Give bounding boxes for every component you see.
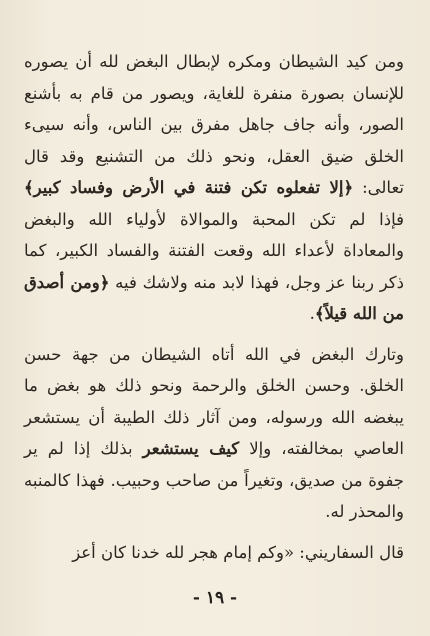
paragraph-2-text-cont: بذلك إذا لم ير جفوة من صديق، وتغيراً من صاحب وحبيب. فهذا كالمنبه والمحذر له.: [24, 439, 404, 521]
body-text: [24, 46, 404, 568]
quran-verse-fitna: ﴿إلا تفعلوه تكن فتنة في الأرض وفساد كبير﴾: [24, 178, 354, 197]
paragraph-2-text: وتارك البغض في الله أتاه الشيطان من جهة حسن الخلق. وحسن الخلق والرحمة ونحو ذلك هو بغض ما يبغضه الله ورسوله، ومن آثار ذلك الطيبة أن يستشعر العاصي بمخالفته، وإلا: [24, 344, 404, 458]
paragraph-1-end: .: [309, 304, 315, 323]
paragraph-1-text: ومن كيد الشيطان ومكره لإبطال البغض لله أن يصوره للإنسان بصورة منفرة للغاية، ويصور من قام به بأشنع الصور، وأنه جاف جاهل مفرق بين الناس، وأنه سيىء الخلق ضيق العقل، ونحو ذلك من التشنيع وقد قال تعالى:: [24, 52, 404, 197]
paragraph-1: [24, 46, 404, 330]
paragraph-3: [24, 537, 404, 569]
paragraph-3-text: قال السفاريني: «وكم إمام هجر لله خدنا كان أعز: [72, 542, 404, 562]
emphasis-phrase: كيف يستشعر: [142, 439, 240, 458]
paragraph-1-text-cont: فإذا لم تكن المحبة والموالاة لأولياء الله والبغض والمعاداة لأعداء الله وقعت الفتنة والفساد الكبير، كما ذكر ربنا عز وجل، فهذا لابد منه ولاشك فيه: [24, 209, 405, 292]
paragraph-2: [24, 339, 404, 528]
page-number: - ١٩ -: [192, 588, 238, 608]
quran-verse-qila: ﴿ومن أصدق من الله قيلاً﴾: [24, 272, 404, 323]
